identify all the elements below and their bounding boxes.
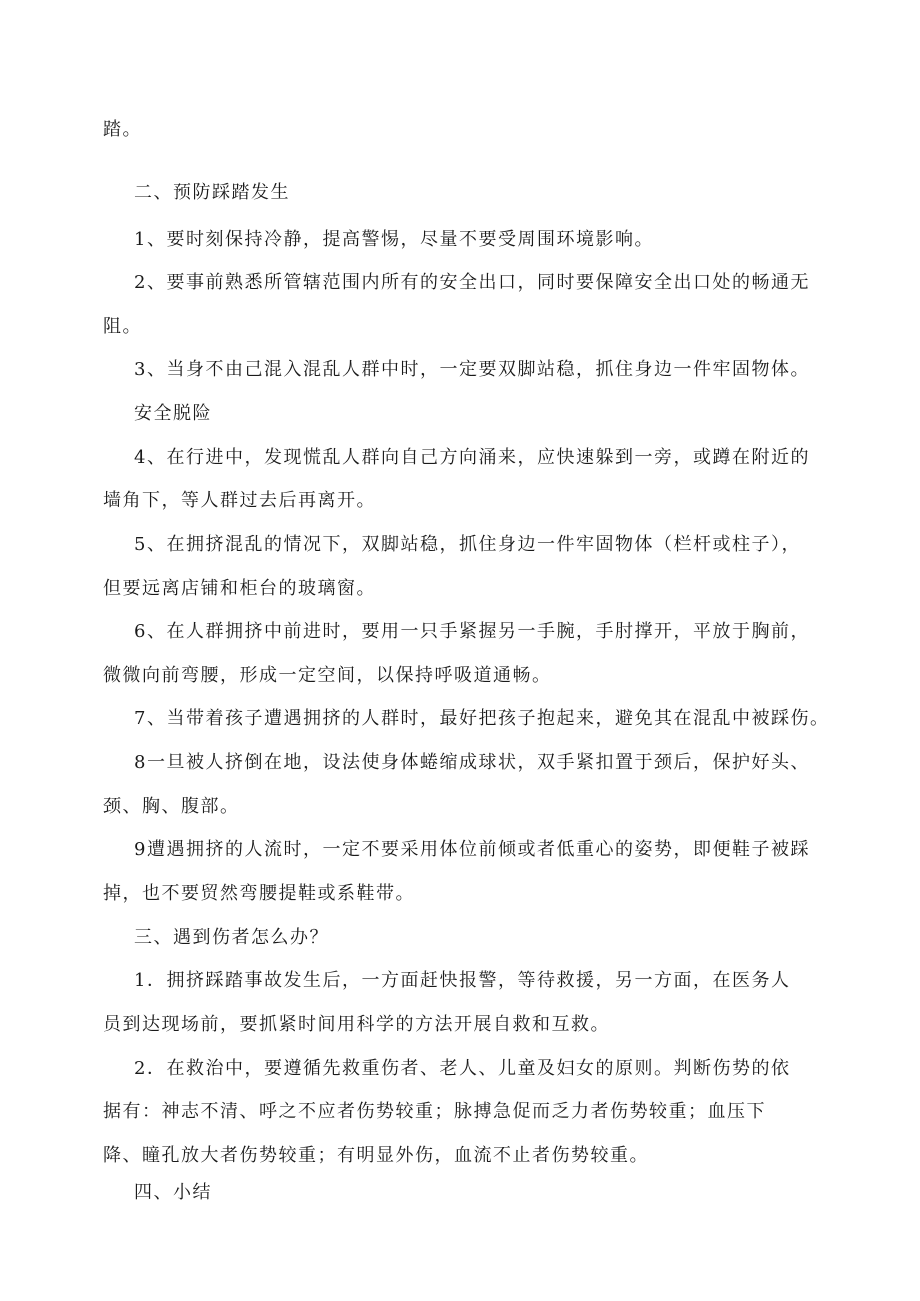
paragraph-line: 颈、胸、腹部。	[103, 796, 240, 817]
paragraph-line: 2．在救治中，要遵循先救重伤者、老人、儿童及妇女的原则。判断伤势的依	[134, 1058, 791, 1079]
paragraph-line: 安全脱险	[134, 403, 212, 424]
section-heading: 四、小结	[134, 1182, 212, 1203]
paragraph-line: 掉，也不要贸然弯腰提鞋或系鞋带。	[103, 883, 415, 904]
paragraph-line: 7、当带着孩子遭遇拥挤的人群时，最好把孩子抱起来，避免其在混乱中被踩伤。	[134, 708, 830, 729]
paragraph-line: 1．拥挤踩踏事故发生后，一方面赶快报警，等待救援，另一方面，在医务人	[134, 970, 791, 991]
paragraph-line: 员到达现场前，要抓紧时间用科学的方法开展自救和互救。	[103, 1014, 610, 1035]
paragraph-line: 1、要时刻保持冷静，提高警惕，尽量不要受周围环境影响。	[134, 229, 654, 250]
paragraph-line: 2、要事前熟悉所管辖范围内所有的安全出口，同时要保障安全出口处的畅通无	[134, 272, 810, 293]
section-heading: 二、预防踩踏发生	[134, 182, 290, 203]
paragraph-line: 降、瞳孔放大者伤势较重；有明显外伤，血流不止者伤势较重。	[103, 1145, 649, 1166]
paragraph-line: 踏。	[103, 119, 142, 140]
paragraph-line: 但要远离店铺和柜台的玻璃窗。	[103, 578, 376, 599]
paragraph-line: 墙角下，等人群过去后再离开。	[103, 490, 376, 511]
paragraph-line: 6、在人群拥挤中前进时，要用一只手紧握另一手腕，手肘撑开，平放于胸前，	[134, 621, 810, 642]
paragraph-line: 据有：神志不清、呼之不应者伤势较重；脉搏急促而乏力者伤势较重；血压下	[103, 1101, 766, 1122]
section-heading: 三、遇到伤者怎么办？	[134, 927, 329, 948]
paragraph-line: 8一旦被人挤倒在地，设法使身体蜷缩成球状，双手紧扣置于颈后，保护好头、	[134, 752, 810, 773]
paragraph-line: 5、在拥挤混乱的情况下，双脚站稳，抓住身边一件牢固物体（栏杆或柱子），	[134, 534, 801, 555]
paragraph-line: 阻。	[103, 316, 142, 337]
paragraph-line: 3、当身不由己混入混乱人群中时，一定要双脚站稳，抓住身边一件牢固物体。	[134, 359, 810, 380]
paragraph-line: 4、在行进中，发现慌乱人群向自己方向涌来，应快速躲到一旁，或蹲在附近的	[134, 447, 810, 468]
paragraph-line: 微微向前弯腰，形成一定空间，以保持呼吸道通畅。	[103, 665, 552, 686]
paragraph-line: 9遭遇拥挤的人流时，一定不要采用体位前倾或者低重心的姿势，即便鞋子被踩	[134, 839, 810, 860]
